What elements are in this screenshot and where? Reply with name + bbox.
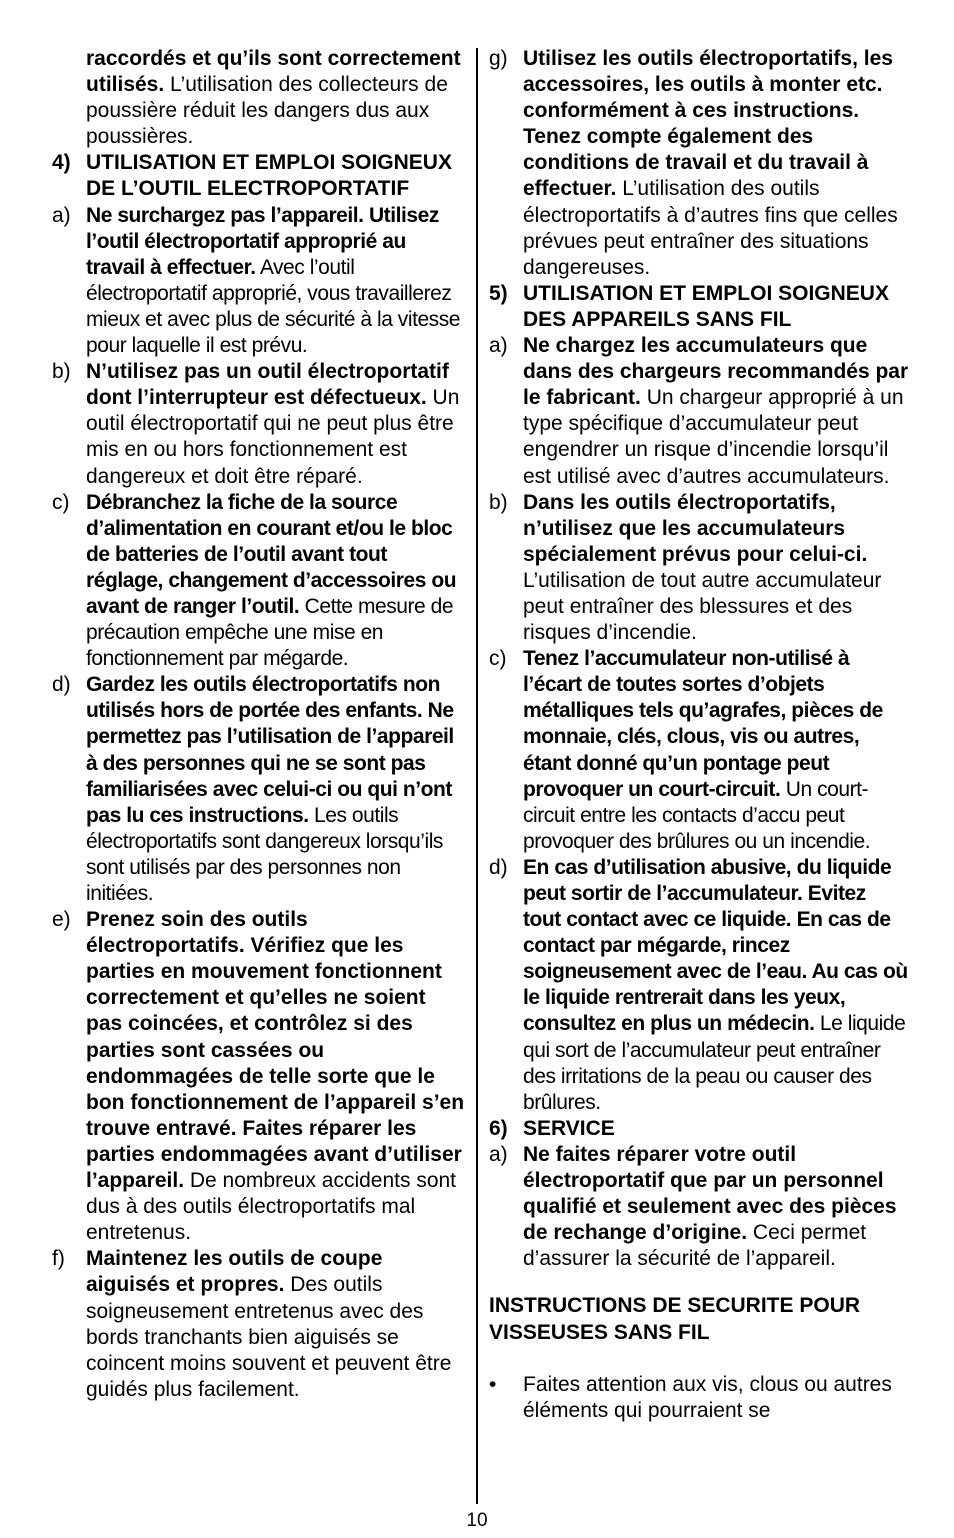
item-text: Avec l’outil électroportatif approprié, vous travaillerez mieux et avec plus de sécurité à la vitesse pour laquelle il est prévu. (86, 255, 461, 358)
column-divider (476, 48, 478, 1504)
item-text: L’utilisation de tout autre accumulateur peut entraîner des blessures et des risques d’incendie. (523, 568, 882, 645)
item-text: Un outil électroportatif qui ne peut plus être mis en ou hors fonctionnement est dangereux et doit être réparé. (86, 386, 460, 488)
right-column (489, 46, 909, 1424)
item-bold: Gardez les outils électroportatifs non utilisés hors de portée des enfants. Ne permettez pas l’utilisation de l’appareil à des personnes qui ne se sont pas familiarisées avec celui-ci ou qui n’ont pas lu ces instructions. (86, 673, 454, 827)
item-label: f) (52, 1247, 65, 1271)
safety-instructions-heading: INSTRUCTIONS DE SECURITE POUR VISSEUSES SANS FIL (489, 1294, 861, 1344)
item-label: a) (489, 1142, 508, 1166)
item-text: Des outils soigneusement entretenus avec des bords tranchants bien aiguisés se coincent moins souvent et peuvent être guidés plus facilement. (86, 1273, 452, 1401)
section-6-heading (489, 1116, 909, 1142)
item-label: c) (489, 647, 507, 671)
item-bold: N’utilisez pas un outil électroportatif dont l’interrupteur est défectueux. (86, 360, 449, 410)
item-label: d) (52, 673, 71, 697)
list-item-4f (52, 1246, 466, 1403)
item-text: Cette mesure de précaution empêche une mise en fonctionnement par mégarde. (86, 594, 454, 671)
item-text: Le liquide qui sort de l’accumulateur peut entraîner des irritations de la peau ou causer des brûlures. (523, 1012, 906, 1114)
list-item-5d (489, 855, 909, 1116)
section-6-number: 6) (489, 1116, 508, 1140)
continued-text: L’utilisation des collecteurs de poussière réduit les dangers dus aux poussières. (86, 73, 448, 149)
item-bold: Dans les outils électroportatifs, n’utilisez que les accumulateurs spécialement prévus pour celui-ci. (523, 490, 868, 566)
item-text: Un court-circuit entre les contacts d’accu peut provoquer des brûlures ou un incendie. (523, 777, 871, 853)
section-4-number: 4) (52, 151, 71, 175)
page-number: 10 (466, 1510, 488, 1531)
item-label: b) (52, 360, 71, 384)
list-item-4a (52, 203, 466, 360)
list-item-4b (52, 359, 466, 489)
continued-bold: raccordés et qu’ils sont correctement utilisés. (86, 47, 461, 97)
item-text: L’utilisation des outils électroportatifs à d’autres fins que celles prévues peut entraîner des situations dangereuses. (523, 177, 898, 279)
list-item-5b (489, 490, 909, 647)
item-text: Un chargeur approprié à un type spécifique d’accumulateur peut engendrer un risque d’incendie lorsqu’il est utilisé avec d’autres accumulateurs. (523, 386, 904, 488)
section-4-title: UTILISATION ET EMPLOI SOIGNEUX DE L’OUTIL ELECTROPORTATIF (86, 151, 452, 201)
bullet-text: Faites attention aux vis, clous ou autres éléments qui pourraient se (523, 1372, 892, 1422)
item-text: De nombreux accidents sont dus à des outils électroportatifs mal entretenus. (86, 1169, 457, 1245)
list-item-4g (489, 46, 909, 281)
list-item-6a (489, 1142, 909, 1272)
continued-paragraph (52, 46, 466, 150)
item-label: g) (489, 47, 508, 70)
list-item-4d (52, 672, 466, 907)
section-6-title: SERVICE (523, 1116, 615, 1140)
left-column (52, 46, 466, 1403)
item-text: Les outils électroportatifs sont dangereux lorsqu’ils sont utilisés par des personnes non initiées. (86, 803, 443, 905)
list-item-5c (489, 646, 909, 855)
bullet-mark: • (489, 1372, 497, 1396)
item-bold: Tenez l’accumulateur non-utilisé à l’écart de toutes sortes d’objets métalliques tels qu’agrafes, pièces de monnaie, clés, clous, vis ou autres, étant donné qu’un pontage peut provoquer un court-circuit. (523, 647, 883, 801)
section-5-title: UTILISATION ET EMPLOI SOIGNEUX DES APPAREILS SANS FIL (523, 281, 889, 331)
section-5-number: 5) (489, 281, 508, 305)
section-4-heading (52, 150, 466, 202)
item-bold: Utilisez les outils électroportatifs, les accessoires, les outils à monter etc. conformément à ces instructions. Tenez compte également des conditions de travail et du travail à effectuer. (523, 47, 893, 201)
item-label: d) (489, 855, 508, 879)
item-bold: Prenez soin des outils électroportatifs. Vérifiez que les parties en mouvement fonctionnent correctement et qu’elles ne soient pas coincées, et contrôlez si des parties sont cassées ou endommagées de telle sorte que le bon fonctionnement de l’appareil s’en trouve entravé. Faites réparer les parties endommagées avant d’utiliser l’appareil. (86, 908, 465, 1193)
item-bold: En cas d’utilisation abusive, du liquide peut sortir de l’accumulateur. Evitez tout contact avec ce liquide. En cas de contact par mégarde, rincez soigneusement avec de l’eau. Au cas où le liquide rentrerait dans les yeux, consultez en plus un médecin. (523, 855, 908, 1036)
item-bold: Ne surchargez pas l’appareil. Utilisez l’outil électroportatif approprié au travail à effectuer. (86, 203, 439, 279)
item-label: e) (52, 908, 71, 932)
list-item-5a (489, 333, 909, 490)
item-label: a) (489, 334, 508, 358)
item-bold: Ne faites réparer votre outil électroportatif que par un personnel qualifié et seulement avec des pièces de rechange d’origine. (523, 1142, 897, 1245)
section-5-heading (489, 281, 909, 333)
list-item-4c (52, 490, 466, 673)
item-label: b) (489, 490, 508, 514)
item-label: c) (52, 490, 70, 514)
item-bold: Ne chargez les accumulateurs que dans des chargeurs recommandés par le fabricant. (523, 334, 909, 410)
item-text: Ceci permet d’assurer la sécurité de l’appareil. (523, 1221, 867, 1271)
list-item-4e (52, 907, 466, 1246)
item-bold: Débranchez la fiche de la source d’alimentation en courant et/ou le bloc de batteries de l’outil avant tout réglage, changement d’accessoires ou avant de ranger l’outil. (86, 490, 457, 618)
item-bold: Maintenez les outils de coupe aiguisés et propres. (86, 1247, 383, 1297)
item-label: a) (52, 203, 71, 227)
bullet-item (489, 1372, 909, 1424)
